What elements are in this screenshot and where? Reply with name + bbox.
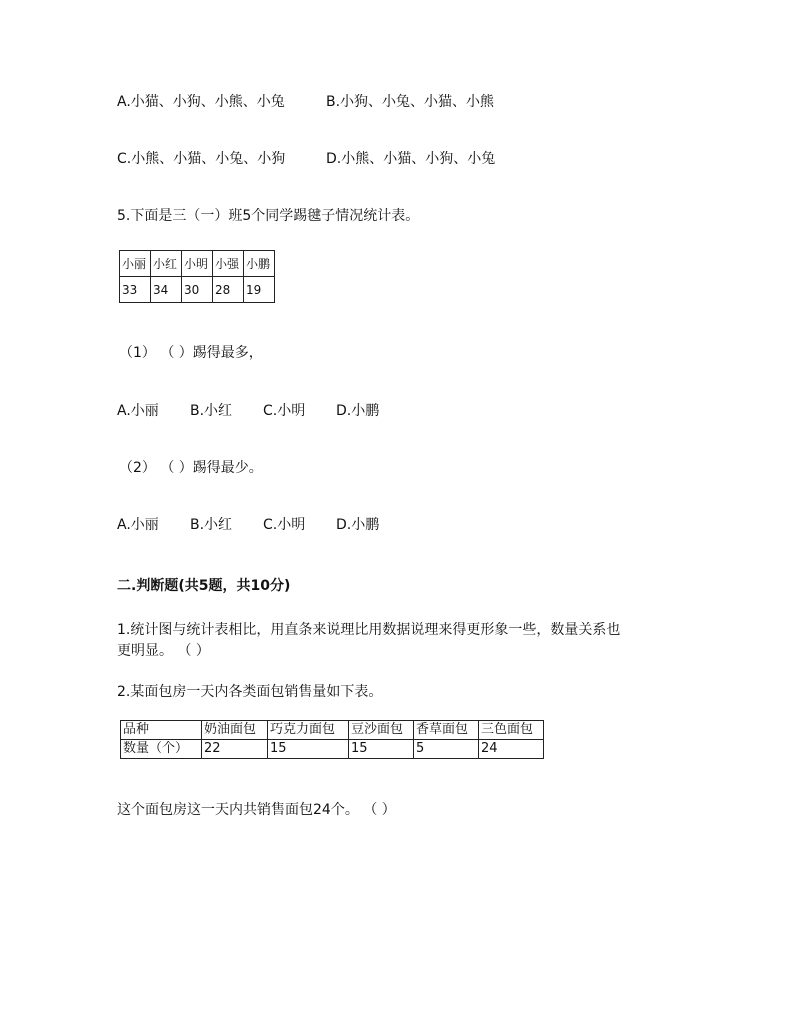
- q5-sub2-option-c: C.小明: [263, 517, 306, 533]
- q5-sub2-option-b: B.小红: [190, 517, 233, 533]
- kick-shuttlecock-table: [119, 250, 275, 303]
- table-cell: 34: [151, 277, 182, 303]
- table-cell: 小鹏: [244, 251, 275, 277]
- table-row: [120, 251, 275, 277]
- table-cell: 小明: [182, 251, 213, 277]
- judge-q1-line-2: 更明显。 （ ）: [117, 643, 210, 659]
- q5-sub1-options: [117, 401, 379, 421]
- q5-sub2-options: [117, 515, 379, 535]
- q5-sub1-option-d: D.小鹏: [336, 403, 380, 419]
- table-cell: 22: [202, 740, 268, 759]
- judge-q2-stem: 2.某面包房一天内各类面包销售量如下表。: [117, 684, 383, 700]
- table-cell: 24: [479, 740, 544, 759]
- q4-option-b: B.小狗、小兔、小猫、小熊: [326, 94, 495, 110]
- table-cell: 5: [414, 740, 479, 759]
- table-cell: 巧克力面包: [268, 721, 349, 740]
- q5-sub2-question: （2） （ ）踢得最少。: [119, 460, 263, 476]
- table-cell: 三色面包: [479, 721, 544, 740]
- q5-sub1-option-c: C.小明: [263, 403, 306, 419]
- table-cell: 奶油面包: [202, 721, 268, 740]
- q4-options-row-2: [117, 149, 495, 169]
- section-title: 二.判断题(共5题，共10分): [117, 578, 291, 594]
- q5-sub1-question: （1） （ ）踢得最多，: [119, 345, 263, 361]
- judge-q1-line-1: 1.统计图与统计表相比，用直条来说理比用数据说理来得更形象一些，数量关系也: [117, 622, 621, 638]
- table-cell: 香草面包: [414, 721, 479, 740]
- judge-q2-statement: 这个面包房这一天内共销售面包24个。 （ ）: [117, 802, 396, 818]
- q5-sub1-option-b: B.小红: [190, 403, 233, 419]
- table-row: [121, 740, 544, 759]
- q5-stem: 5.下面是三（一）班5个同学踢毽子情况统计表。: [117, 208, 420, 224]
- bread-sales-table: [120, 720, 544, 759]
- table-cell: 15: [349, 740, 414, 759]
- table-cell: 30: [182, 277, 213, 303]
- table-cell: 品种: [121, 721, 202, 740]
- q5-sub2-option-d: D.小鹏: [336, 517, 380, 533]
- table-cell: 小红: [151, 251, 182, 277]
- table-cell: 33: [120, 277, 151, 303]
- table-row: [121, 721, 544, 740]
- q5-sub2-option-a: A.小丽: [117, 517, 159, 533]
- q4-options-row-1: [117, 92, 494, 112]
- table-cell: 数量（个）: [121, 740, 202, 759]
- table-cell: 小强: [213, 251, 244, 277]
- table-cell: 小丽: [120, 251, 151, 277]
- q4-option-c: C.小熊、小猫、小兔、小狗: [117, 151, 286, 167]
- q4-option-d: D.小熊、小猫、小狗、小兔: [326, 151, 496, 167]
- table-cell: 15: [268, 740, 349, 759]
- table-cell: 豆沙面包: [349, 721, 414, 740]
- table-cell: 19: [244, 277, 275, 303]
- table-row: [120, 277, 275, 303]
- q5-sub1-option-a: A.小丽: [117, 403, 159, 419]
- q4-option-a: A.小猫、小狗、小熊、小兔: [117, 94, 285, 110]
- table-cell: 28: [213, 277, 244, 303]
